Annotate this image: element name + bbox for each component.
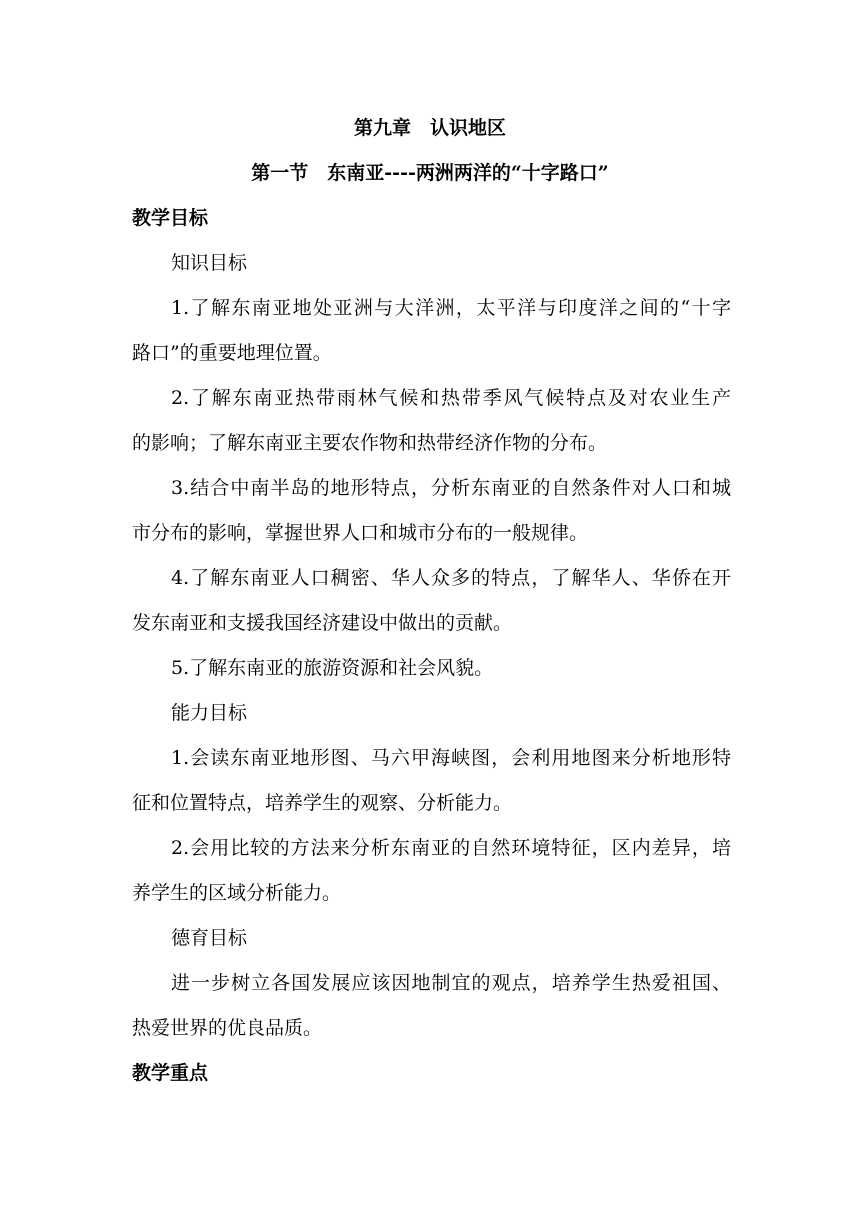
- ability-item-2-line-2: 养学生的区域分析能力。: [132, 882, 342, 904]
- knowledge-item-4-line-2: 发东南亚和支援我国经济建设中做出的贡献。: [132, 612, 513, 634]
- ability-item-2-line-1: 2.会用比较的方法来分析东南亚的自然环境特征，区内差异，培: [171, 837, 731, 859]
- moral-line-1: 进一步树立各国发展应该因地制宜的观点，培养学生热爱祖国、: [171, 972, 731, 994]
- knowledge-item-2-line-1: 2.了解东南亚热带雨林气候和热带季风气候特点及对农业生产: [171, 387, 731, 409]
- knowledge-item-3-line-1: 3.结合中南半岛的地形特点，分析东南亚的自然条件对人口和城: [171, 477, 731, 499]
- section-title: 第一节 东南亚----两洲两洋的“十字路口”: [251, 162, 609, 184]
- heading-teaching-goals: 教学目标: [132, 207, 209, 229]
- moral-line-2: 热爱世界的优良品质。: [132, 1017, 323, 1039]
- heading-knowledge-goals: 知识目标: [171, 252, 248, 274]
- knowledge-item-1-line-1: 1.了解东南亚地处亚洲与大洋洲，太平洋与印度洋之间的“十字: [171, 297, 731, 319]
- ability-item-1-line-1: 1.会读东南亚地形图、马六甲海峡图，会利用地图来分析地形特: [171, 747, 731, 769]
- heading-moral-goals: 德育目标: [171, 927, 248, 949]
- ability-item-1-line-2: 征和位置特点，培养学生的观察、分析能力。: [132, 792, 513, 814]
- knowledge-item-1-line-2: 路口”的重要地理位置。: [132, 342, 332, 364]
- knowledge-item-2-line-2: 的影响；了解东南亚主要农作物和热带经济作物的分布。: [132, 432, 608, 454]
- heading-key-points: 教学重点: [132, 1062, 209, 1084]
- knowledge-item-5: 5.了解东南亚的旅游资源和社会风貌。: [171, 657, 494, 679]
- knowledge-item-4-line-1: 4.了解东南亚人口稠密、华人众多的特点，了解华人、华侨在开: [171, 567, 731, 589]
- chapter-title: 第九章 认识地区: [353, 117, 506, 139]
- knowledge-item-3-line-2: 市分布的影响，掌握世界人口和城市分布的一般规律。: [132, 522, 589, 544]
- heading-ability-goals: 能力目标: [171, 702, 248, 724]
